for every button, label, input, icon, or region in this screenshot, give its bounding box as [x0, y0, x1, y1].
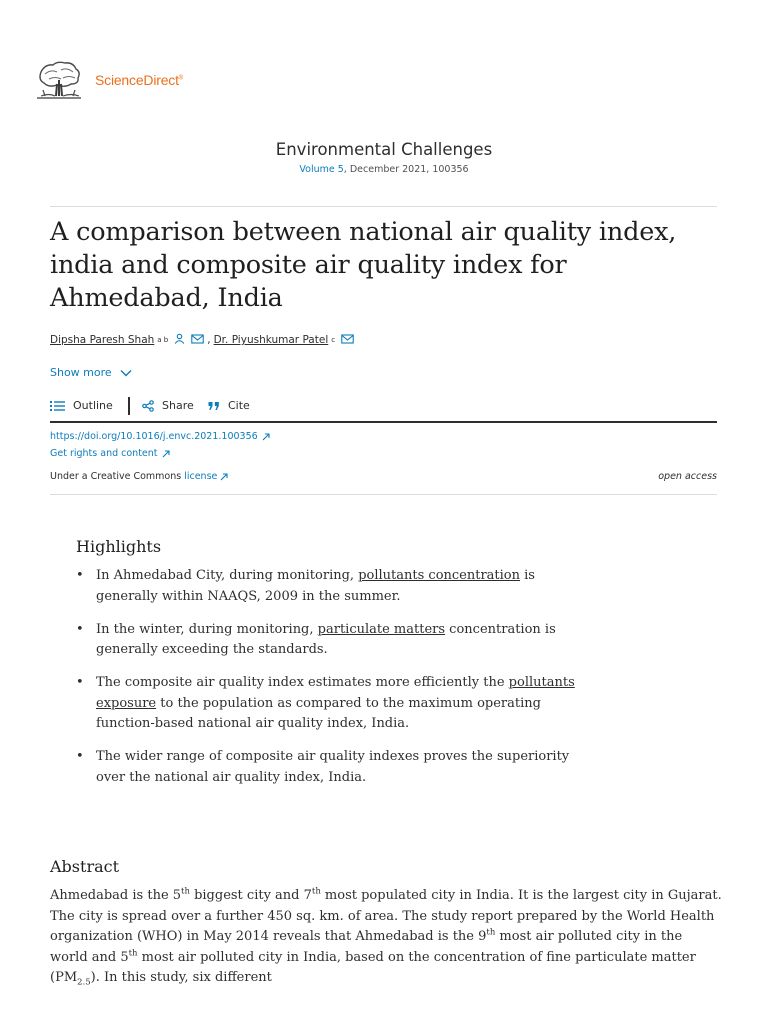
author-link[interactable]: Dr. Piyushkumar Patel — [213, 334, 329, 346]
journal-title[interactable]: Environmental Challenges — [275, 140, 493, 159]
abstract-heading: Abstract — [50, 857, 120, 876]
topic-link[interactable]: pollutants concentration — [358, 568, 521, 583]
open-access-badge: open access — [658, 471, 717, 482]
superscript: th — [128, 948, 138, 959]
subscript: 2.5 — [77, 977, 91, 988]
abstract-run: most populated city in India. It is the largest city in Gujarat. The city is spread over a further 450 sq. km. of area. The study report prepared by the World Health organization (WHO) in May 2014 reveals that Ahmedabad is the 9 — [50, 888, 722, 944]
author-link[interactable]: Dipsha Paresh Shah — [50, 334, 155, 346]
abstract-run: most air polluted city in the world and 5 — [50, 929, 683, 965]
sciencedirect-logo[interactable] — [35, 60, 183, 100]
article-toolbar — [50, 397, 717, 423]
article-title: A comparison between national air quality index, india and composite air quality index for Ahmedabad, India — [50, 217, 677, 313]
author-list — [50, 333, 354, 347]
get-rights-text: Get rights and content — [50, 448, 158, 459]
external-link-icon — [162, 450, 170, 458]
show-more-button[interactable] — [50, 366, 132, 379]
journal-meta — [0, 164, 768, 175]
outline-label: Outline — [73, 399, 113, 412]
superscript: th — [181, 886, 190, 897]
cite-label: Cite — [228, 399, 250, 412]
highlight-item — [76, 620, 596, 661]
highlight-text: The wider range of composite air quality indexes proves the superiority over the national air quality index, India. — [96, 749, 570, 785]
license-link[interactable]: license — [184, 471, 218, 482]
share-icon — [142, 400, 154, 412]
superscript: th — [486, 927, 496, 938]
issue-info: , December 2021, 100356 — [343, 164, 469, 175]
volume-link[interactable]: Volume 5 — [299, 164, 344, 175]
highlight-text: In the winter, during monitoring, — [96, 621, 318, 637]
highlight-text: to the population as compared to the maximum operating function-based national air quality index, India. — [96, 695, 541, 731]
highlights-list — [76, 566, 596, 801]
doi-link[interactable] — [50, 431, 270, 442]
external-link-icon[interactable] — [220, 473, 228, 481]
show-more-label: Show more — [50, 366, 112, 379]
license-prefix: Under a Creative Commons — [50, 471, 182, 482]
abstract-run: biggest city and 7 — [189, 888, 312, 903]
license-info — [50, 471, 228, 482]
abstract-run: ). In this study, six different — [90, 970, 272, 985]
highlight-text: In Ahmedabad City, during monitoring, — [96, 568, 359, 583]
highlight-text: The composite air quality index estimates more efficiently the — [96, 675, 509, 690]
email-icon[interactable] — [341, 334, 354, 347]
email-icon[interactable] — [191, 334, 204, 347]
abstract-run: Ahmedabad is the 5 — [50, 888, 182, 903]
get-rights-link[interactable] — [50, 448, 170, 459]
author-affiliation[interactable]: c — [331, 336, 336, 344]
external-link-icon — [262, 433, 270, 441]
doi-text: https://doi.org/10.1016/j.envc.2021.100356 — [50, 431, 258, 442]
author-separator: , — [207, 334, 211, 346]
bullet: • — [76, 749, 84, 764]
person-icon[interactable] — [174, 333, 185, 347]
list-icon — [50, 400, 65, 412]
abstract-run: most air polluted city in India, based on the concentration of fine particulate matter (PM — [50, 949, 696, 985]
cite-button[interactable] — [208, 399, 250, 412]
highlight-text: concentration is generally exceeding the standards. — [96, 621, 556, 657]
quote-icon — [208, 401, 220, 411]
highlight-item — [76, 566, 596, 607]
bullet: • — [76, 621, 84, 637]
elsevier-tree-icon — [35, 60, 83, 100]
logo-wordmark: ScienceDirect® — [95, 72, 183, 88]
outline-button[interactable] — [50, 399, 113, 412]
highlight-text: is generally within NAAQS, 2009 in the summer. — [96, 568, 535, 604]
superscript: th — [311, 886, 321, 897]
topic-link[interactable]: pollutants exposure — [96, 675, 575, 711]
toolbar-divider — [128, 397, 130, 415]
journal-header — [0, 140, 768, 175]
highlights-heading: Highlights — [76, 537, 162, 556]
topic-link[interactable]: particulate matters — [317, 621, 446, 637]
bullet: • — [76, 568, 84, 583]
abstract-text — [50, 886, 722, 989]
highlight-item — [76, 673, 596, 735]
divider — [50, 206, 717, 207]
divider — [50, 494, 717, 495]
author-affiliation[interactable]: a b — [157, 336, 169, 344]
share-button[interactable] — [142, 399, 194, 412]
highlight-item — [76, 747, 596, 788]
bullet: • — [76, 675, 84, 690]
share-label: Share — [162, 399, 194, 412]
chevron-down-icon — [120, 369, 132, 377]
